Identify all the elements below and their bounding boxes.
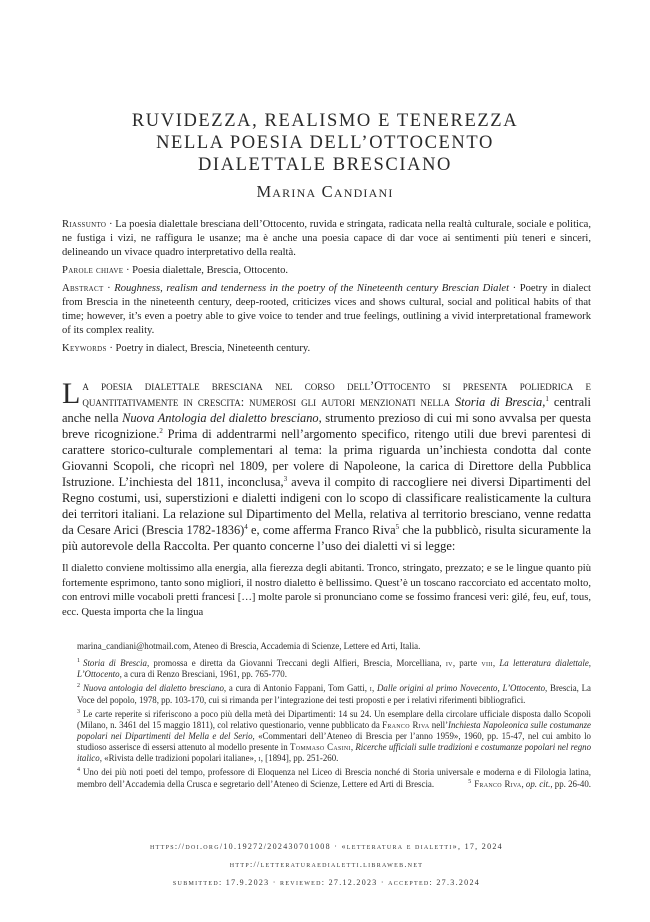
footnote-text: viii <box>481 658 493 669</box>
footnote-text: Uno dei più noti poeti del tempo, professore di Eloquenza nel Liceo di Brescia nonché di Storia universale e moderna e di Filologia latina, membro dell’Accademia della Crusca e segretario dell’Ateneo di Scienze, Lettere ed Arti di Brescia. <box>77 767 591 789</box>
body-text-segment: e, come afferma Franco Riva <box>247 522 396 537</box>
body-text-segment: centrali anche nella <box>62 394 592 425</box>
footnote-number: 3 <box>77 708 80 715</box>
dates-line <box>62 878 591 887</box>
footnote-text: La letteratura dialettale <box>499 658 589 669</box>
body-text-segment: che la pubblicò, risulta sicuramente la più autorevole della Raccolta. Per quanto concerne l’uso dei dialetti vi si legge: <box>62 522 591 553</box>
footnote-number: 5 <box>468 778 472 785</box>
quote-text: Il dialetto conviene moltissimo alla energia, alla fierezza degli abitanti. Tronco, stringato, prezzato; e se le lingue quanto più fortemente esprimono, tanto sono migliori, il nostro dialetto è bellissimo. Quest’è un toscano raccorciato ed accentato molto, con entrovi mille vocaboli pretti francesi […] molte parole si pronunciano come se fossimo francesi veri: gilé, feu, euf, tous, ecc. Questa importa che la lingua <box>62 563 591 618</box>
footnote-text: , <box>521 778 526 789</box>
doi-line[interactable] <box>62 842 591 851</box>
footnote-1 <box>62 658 591 680</box>
parole-chiave-label: Parole chiave <box>62 265 124 277</box>
abstract-label: Abstract <box>62 282 104 294</box>
separator: · <box>106 343 116 355</box>
footnote-text: nell’ <box>429 719 449 730</box>
footnote-text: , [1894], pp. 251-260. <box>260 753 339 764</box>
footnote-text: , Brescia, La Voce del popolo, 1978, pp. 103-170, cui si rimanda per l’integrazione dei testi proposti e per i relativi riferimenti bibliografici. <box>77 683 591 705</box>
riassunto-paragraph <box>62 218 591 261</box>
body-paragraph: La poesia dialettale bresciana nel corso dell’Ottocento si presenta poliedrica e quantitativamente in crescita: numerosi gli autori menzionati nella Storia di Brescia,$^1$ centrali anche nella Nuova Antologia del dialetto bresciano, strumento prezioso di cui mi sono avvalsa per questa breve ricognizione.$^2$ Prima di addentrarmi nell’argomento specifico, ritengo utili due brevi parentesi di carattere storico-culturale complementari al tema: la prima riguarda un’inchiesta condotta dal conte Giovanni Scopoli, che ricoprì nel 1809, per volere di Napoleone, la carica di Direttore della Pubblica Istruzione. L’inchiesta del 1811, inconclusa,$^3$ aveva il compito di raccogliere nei diversi Dipartimenti del Regno costumi, usi, superstizioni e dialetti indigeni con lo scopo di classificare realisticamente la cultura dei territori italiani. La relazione sul Dipartimento del Mella, relativa al territorio bresciano, venne redatta da Cesare Arici (Brescia 1782-1836)$^4$ e, come afferma Franco Riva$^5$ che la pubblicò, risulta sicuramente la più autorevole della Raccolta. Per quanto concerne l’uso dei dialetti vi si legge: <box>62 377 592 553</box>
footnote-text: Nuova antologia del dialetto bresciano <box>83 683 224 694</box>
separator: · <box>103 282 115 294</box>
footnote-text: , <box>497 683 503 694</box>
footnote-5 <box>468 779 591 790</box>
separator: · <box>123 265 133 277</box>
body-lead: a poesia dialettale bresciana nel corso dell’Ottocento si presenta poliedrica e quantitativamente in crescita: numerosi gli autori menzionati nella <box>82 379 591 409</box>
riassunto-label: Riassunto <box>62 219 107 230</box>
footnote-text: L’Ottocento <box>77 669 120 680</box>
footnote-text: , a cura di Renzo Bresciani, 1961, pp. 765-770. <box>119 669 287 680</box>
footnote-text: , parte <box>452 658 482 669</box>
block-quote <box>62 562 591 620</box>
footnote-3 <box>62 709 591 765</box>
footnote-text: Dalle origini al primo Novecento <box>377 683 498 694</box>
footnote-4 <box>62 767 591 789</box>
footnote-text: Tommaso Casini <box>289 742 351 753</box>
website-link[interactable]: http://letteraturaedialetti.libraweb.net <box>229 860 424 869</box>
abstract-text: Poetry in dialect from Brescia in the nineteenth century, deep-rooted, criticizes vices and shows cultural, social and political habits of that time; however, it’s even a poetry able to give voice to tender and true feelings, outlining a vivid interpretational framework of its complex reality. <box>62 282 591 337</box>
footnote-ref[interactable]: 5 <box>395 522 400 531</box>
footnote-text: Inchiesta Napoleonica sulle costumanze popolari nei Dipartimenti del Mella e del Serio <box>77 719 591 742</box>
footnote-number: 1 <box>77 658 80 665</box>
footnote-text: , <box>492 658 500 669</box>
footnote-text: , <box>588 658 591 669</box>
body-text-segment: Prima di addentrarmi nell’argomento specifico, ritengo utili due brevi parentesi di carattere storico-culturale complementari al tema: la prima riguarda un’inchiesta condotta dal conte Giovanni Scopoli, che ricoprì nel 1809, per volere di Napoleone, la carica di Direttore della Pubblica Istruzione. L’inchiesta del 1811, inconclusa, <box>62 426 591 489</box>
doi-text[interactable]: https://doi.org/10.19272/202430701008 · «letteratura e dialetti», 17, 2024 <box>150 842 503 851</box>
footnote-ref[interactable]: 3 <box>283 474 288 483</box>
submission-dates: submitted: 17.9.2023 · reviewed: 27.12.2023 · accepted: 27.3.2024 <box>172 878 481 887</box>
footnote-text: , «Commentari dell’Ateneo di Brescia per l’anno 1959», 1960, pp. 15-47, nel cui ambito lo studioso asserisce di essersi attenuto al modello presente in <box>77 731 591 753</box>
footnote-text: , a cura di Antonio Fappani, Tom Gatti, <box>223 683 370 694</box>
abstract-paragraph <box>62 282 591 339</box>
footnote-text: Ricerche ufficiali sulle tradizioni e costumanze popolari nel regno italico <box>77 742 592 764</box>
riassunto-text: La poesia dialettale bresciana dell’Ottocento, ruvida e stringata, radicata nella realtà culturale, sociale e politica, ne fustiga i vizi, ne raffigura le usanze; ma è anche una poesia capace di dar voce ai sentimenti più teneri e sinceri, delineando un vivace quadro interpretativo della realtà. <box>62 219 592 259</box>
title-line-1: RUVIDEZZA, REALISMO E TENEREZZA <box>131 111 519 131</box>
footnote-ref[interactable]: 4 <box>244 522 248 531</box>
separator: · <box>106 219 116 230</box>
title-line-3: DIALETTALE BRESCIANO <box>197 155 453 175</box>
footnote-ref[interactable]: 2 <box>159 426 163 435</box>
footnote-text: Le carte reperite si riferiscono a poco più della metà dei Dipartimenti: 14 su 24. Un esemplare della circolare ufficiale disposta dallo Scopoli (Milano, n. 3461 del 15 maggio 1811), col relativo questionario, venne pubblicato da <box>77 708 591 730</box>
parole-chiave-text: Poesia dialettale, Brescia, Ottocento. <box>132 265 289 277</box>
footnote-text: op. cit. <box>525 778 551 789</box>
author-name: Marina Candiani <box>256 182 394 201</box>
abstract-title: Roughness, realism and tenderness in the poetry of the Nineteenth century Brescian Dialet <box>114 282 510 294</box>
footnote-text: i <box>258 753 261 764</box>
footnote-text: iv <box>445 658 453 669</box>
footnote-text: L’Ottocento <box>502 683 546 694</box>
footnote-text: Storia di Brescia <box>83 658 147 669</box>
article-title <box>60 110 590 176</box>
footnote-text: , <box>372 683 377 694</box>
separator: · <box>509 282 520 294</box>
website-line[interactable] <box>62 860 591 869</box>
footnote-number: 4 <box>77 767 80 774</box>
title-line-2: NELLA POESIA DELL’OTTOCENTO <box>156 133 494 153</box>
parole-chiave-paragraph <box>62 264 591 278</box>
footnote-text: Franco Riva <box>474 778 522 789</box>
keywords-paragraph <box>62 342 591 356</box>
footnote-text: , «Rivista delle tradizioni popolari italiane», <box>99 753 259 764</box>
keywords-label: Keywords <box>62 343 107 355</box>
footnote-number: 2 <box>77 683 80 690</box>
footnote-2 <box>62 683 591 705</box>
keywords-text: Poetry in dialect, Brescia, Nineteenth century. <box>115 343 311 355</box>
footnote-text: , <box>350 742 356 753</box>
footnote-text: i <box>369 683 373 694</box>
footnote-text: , promossa e diretta da Giovanni Treccani degli Alfieri, Brescia, Morcelliana, <box>146 658 446 669</box>
drop-cap: L <box>62 377 81 410</box>
footnote-text: Franco Riva <box>382 719 430 730</box>
title-reference: Nuova Antologia del dialetto bresciano <box>122 410 319 425</box>
footnote-text: , pp. 26-40. <box>550 778 591 789</box>
body-text-segment: aveva il compito di raccogliere nei diversi Dipartimenti del Regno costumi, usi, superstizioni e dialetti indigeni con lo scopo di classificare realisticamente la cultura dei territori italiani. La relazione sul Dipartimento del Mella, relativa al territorio bresciano, venne redatta da Cesare Arici (Brescia 1782-1836) <box>62 474 591 537</box>
title-reference: Storia di Brescia <box>454 394 543 409</box>
author-affiliation: marina_candiani@hotmail.com, Ateneo di Brescia, Accademia di Scienze, Lettere ed Arti, Italia. <box>77 641 421 651</box>
footnotes <box>62 641 591 793</box>
footnote-ref[interactable]: 1 <box>545 394 549 403</box>
body-text-segment: , strumento prezioso di cui mi sono avvalsa per questa breve ricognizione. <box>62 410 592 441</box>
abstract-block <box>62 218 591 360</box>
